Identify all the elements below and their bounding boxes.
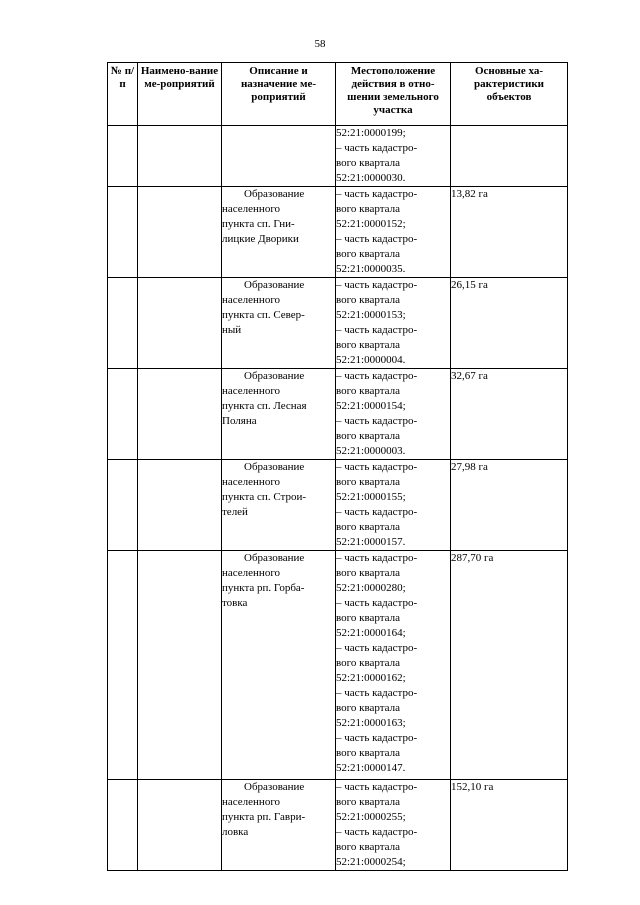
location-line: 52:21:0000030. — [336, 172, 406, 184]
location-line: – часть кадастро- — [336, 461, 418, 473]
location-line: – часть кадастро- — [336, 597, 418, 609]
cell-description — [222, 187, 336, 278]
description-line: населенного — [222, 567, 281, 579]
location-line: 52:21:0000154; — [336, 400, 406, 412]
description-line: населенного — [222, 385, 281, 397]
description-line: Поляна — [222, 415, 257, 427]
table-row — [108, 780, 568, 871]
description-line: населенного — [222, 796, 281, 808]
description-line: населенного — [222, 294, 281, 306]
location-line: – часть кадастро- — [336, 732, 418, 744]
description-line: Образование — [244, 188, 305, 200]
location-line: вого квартала — [336, 339, 401, 351]
cell-characteristics: 152,10 га — [451, 780, 568, 871]
cell-location — [336, 551, 451, 780]
table-row — [108, 369, 568, 460]
location-line: 52:21:0000004. — [336, 354, 406, 366]
measures-table — [107, 62, 568, 871]
table-row — [108, 187, 568, 278]
table-row — [108, 551, 568, 780]
cell-characteristics: 287,70 га — [451, 551, 568, 780]
location-line: 52:21:0000199; — [336, 127, 406, 139]
location-line: – часть кадастро- — [336, 506, 418, 518]
location-line: – часть кадастро- — [336, 781, 418, 793]
location-line: вого квартала — [336, 385, 401, 397]
description-line: пункта сп. Север- — [222, 309, 305, 321]
cell-characteristics: 26,15 га — [451, 278, 568, 369]
location-line: – часть кадастро- — [336, 370, 418, 382]
cell-number — [108, 126, 138, 187]
header-location: Местоположение действия в отно-шении земельного участка — [336, 63, 451, 126]
location-line: вого квартала — [336, 702, 401, 714]
table-row — [108, 278, 568, 369]
description-line: пункта рп. Горба- — [222, 582, 305, 594]
cell-location — [336, 126, 451, 187]
cell-number — [108, 780, 138, 871]
table-row — [108, 460, 568, 551]
location-line: – часть кадастро- — [336, 324, 418, 336]
location-line: вого квартала — [336, 567, 401, 579]
location-line: вого квартала — [336, 157, 401, 169]
location-line: – часть кадастро- — [336, 142, 418, 154]
cell-description — [222, 369, 336, 460]
cell-description — [222, 126, 336, 187]
page-number: 58 — [314, 38, 326, 50]
cell-characteristics — [451, 126, 568, 187]
description-line: пункта сп. Гни- — [222, 218, 295, 230]
description-line: пункта рп. Гаври- — [222, 811, 306, 823]
cell-name — [138, 780, 222, 871]
description-line: Образование — [244, 552, 305, 564]
description-line: пункта сп. Лесная — [222, 400, 307, 412]
location-line: – часть кадастро- — [336, 687, 418, 699]
location-line: вого квартала — [336, 612, 401, 624]
location-line: вого квартала — [336, 747, 401, 759]
location-line: – часть кадастро- — [336, 826, 418, 838]
description-line: Образование — [244, 461, 305, 473]
description-line: лицкие Дворики — [222, 233, 299, 245]
cell-description — [222, 460, 336, 551]
location-line: 52:21:0000280; — [336, 582, 406, 594]
cell-description — [222, 551, 336, 780]
description-line: товка — [222, 597, 248, 609]
cell-number — [108, 187, 138, 278]
cell-name — [138, 369, 222, 460]
cell-location — [336, 278, 451, 369]
cell-number — [108, 278, 138, 369]
location-line: – часть кадастро- — [336, 642, 418, 654]
location-line: вого квартала — [336, 657, 401, 669]
description-line: Образование — [244, 279, 305, 291]
cell-location — [336, 369, 451, 460]
cell-number — [108, 551, 138, 780]
location-line: 52:21:0000254; — [336, 856, 406, 868]
location-line: – часть кадастро- — [336, 188, 418, 200]
location-line: – часть кадастро- — [336, 233, 418, 245]
description-line: населенного — [222, 476, 281, 488]
cell-description — [222, 780, 336, 871]
location-line: вого квартала — [336, 476, 401, 488]
cell-number — [108, 369, 138, 460]
location-line: 52:21:0000163; — [336, 717, 406, 729]
description-line: ловка — [222, 826, 249, 838]
location-line: 52:21:0000035. — [336, 263, 406, 275]
location-line: 52:21:0000147. — [336, 762, 406, 774]
cell-location — [336, 780, 451, 871]
header-number: № п/п — [108, 63, 138, 126]
cell-location — [336, 460, 451, 551]
description-line: ный — [222, 324, 242, 336]
location-line: 52:21:0000162; — [336, 672, 406, 684]
location-line: вого квартала — [336, 203, 401, 215]
location-line: 52:21:0000003. — [336, 445, 406, 457]
cell-number — [108, 460, 138, 551]
header-characteristics: Основные ха-рактеристики объектов — [451, 63, 568, 126]
location-line: 52:21:0000255; — [336, 811, 406, 823]
table-body — [108, 126, 568, 871]
cell-description — [222, 278, 336, 369]
cell-name — [138, 126, 222, 187]
cell-name — [138, 551, 222, 780]
location-line: вого квартала — [336, 294, 401, 306]
header-name: Наимено-вание ме-роприятий — [138, 63, 222, 126]
description-line: телей — [222, 506, 248, 518]
cell-characteristics: 32,67 га — [451, 369, 568, 460]
description-line: Образование — [244, 781, 305, 793]
location-line: вого квартала — [336, 796, 401, 808]
cell-name — [138, 460, 222, 551]
location-line: – часть кадастро- — [336, 415, 418, 427]
cell-location — [336, 187, 451, 278]
cell-characteristics: 27,98 га — [451, 460, 568, 551]
table-header-row — [108, 63, 568, 126]
location-line: 52:21:0000157. — [336, 536, 406, 548]
location-line: 52:21:0000152; — [336, 218, 406, 230]
location-line: вого квартала — [336, 430, 401, 442]
cell-name — [138, 278, 222, 369]
header-description: Описание и назначение ме-роприятий — [222, 63, 336, 126]
location-line: – часть кадастро- — [336, 552, 418, 564]
location-line: 52:21:0000155; — [336, 491, 406, 503]
cell-name — [138, 187, 222, 278]
location-line: 52:21:0000153; — [336, 309, 406, 321]
location-line: вого квартала — [336, 248, 401, 260]
description-line: Образование — [244, 370, 305, 382]
description-line: населенного — [222, 203, 281, 215]
description-line: пункта сп. Строи- — [222, 491, 306, 503]
cell-characteristics: 13,82 га — [451, 187, 568, 278]
location-line: 52:21:0000164; — [336, 627, 406, 639]
location-line: вого квартала — [336, 521, 401, 533]
table-row — [108, 126, 568, 187]
location-line: вого квартала — [336, 841, 401, 853]
location-line: – часть кадастро- — [336, 279, 418, 291]
